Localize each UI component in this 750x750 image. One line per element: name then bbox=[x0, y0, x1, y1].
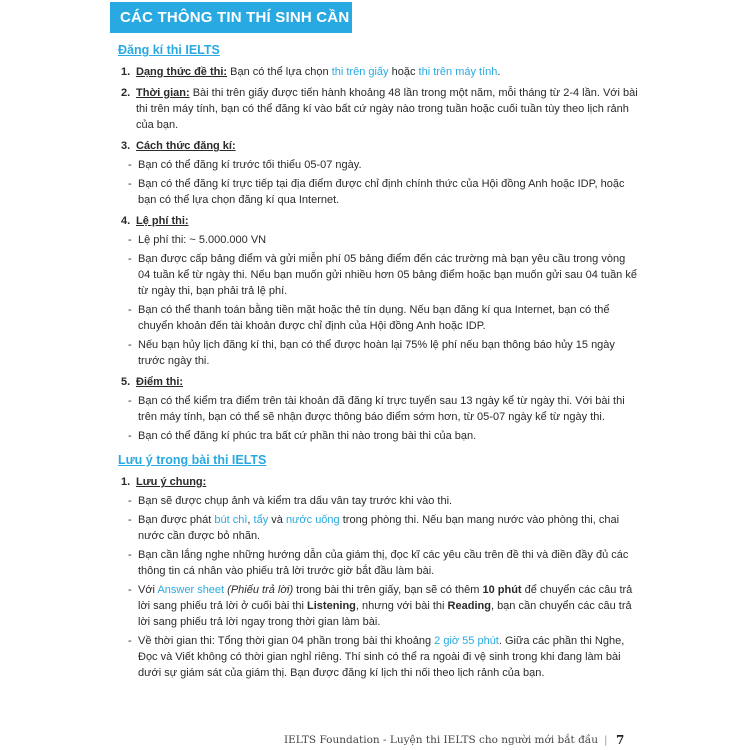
sub-item-text: trong bài thi trên giấy, bạn sẽ có thêm bbox=[293, 584, 483, 596]
sub-item: - Về thời gian thi: Tổng thời gian 04 phần trong bài thi khoảng 2 giờ 55 phút. Giữa các phần thi Nghe, Đọc và Viết không có thời gian nghỉ riêng. Thí sinh có thể ra ngoài đi vệ sinh trong khi đang làm bài dưới sự giám sát của giám thị. Bạn được đăng kí lịch thi nối theo lịch rảnh của bạn. bbox=[128, 635, 625, 679]
item-heading: Dạng thức đề thi: bbox=[136, 66, 228, 78]
item-number: 5. bbox=[121, 376, 131, 388]
sub-item-text: , bbox=[247, 514, 254, 526]
highlight-duration: 2 giờ 55 phút bbox=[434, 635, 499, 647]
sub-item-text: , bạn cần chuyển các câu trả lời sang phiếu trả lời ngay trong thời gian làm bài. bbox=[138, 600, 632, 628]
sub-item-text: và bbox=[268, 514, 286, 526]
highlight-pencil: bút chì bbox=[214, 514, 248, 526]
item-heading: Lưu ý chung: bbox=[136, 476, 207, 488]
bold-text: Reading bbox=[447, 600, 491, 612]
list-item bbox=[118, 85, 638, 133]
sub-item-text: Bạn có thể đăng kí trực tiếp tại địa điểm được chỉ định chính thức của Hội đồng Anh hoặc IDP, hoặc bạn có thể lựa chọn đăng kí qua Internet. bbox=[138, 178, 625, 206]
highlight-answer-sheet: Answer sheet bbox=[157, 584, 225, 596]
highlight-water: nước uống bbox=[285, 514, 340, 526]
sub-item-text: Với bbox=[138, 584, 158, 596]
item-text: hoặc bbox=[388, 66, 419, 78]
sub-item-text: Về thời gian thi: Tổng thời gian 04 phần trong bài thi khoảng bbox=[138, 635, 435, 647]
item-heading: Thời gian: bbox=[136, 87, 190, 99]
list-item bbox=[118, 474, 638, 490]
highlight-computer-test: thi trên máy tính bbox=[418, 66, 498, 78]
italic-text: (Phiếu trả lời) bbox=[227, 584, 294, 596]
sub-item: - Bạn có thể đăng kí trực tiếp tại địa điểm được chỉ định chính thức của Hội đồng Anh hoặc IDP, hoặc bạn có thể lựa chọn đăng kí qua Internet. bbox=[128, 178, 625, 206]
sub-item-text: Bạn có thể thanh toán bằng tiền mặt hoặc thẻ tín dụng. Nếu bạn đăng kí qua Internet, bạn có thể chuyển khoản đến tài khoản được chỉ định của Hội đồng Anh hoặc IDP. bbox=[138, 304, 610, 332]
sub-item: - Nếu bạn hủy lịch đăng kí thi, bạn có thể được hoàn lại 75% lệ phí nếu bạn thông báo hủy 15 ngày trước ngày thi. bbox=[128, 339, 615, 367]
list-item bbox=[118, 64, 638, 80]
sub-item: - Bạn có thể thanh toán bằng tiền mặt hoặc thẻ tín dụng. Nếu bạn đăng kí qua Internet, bạn có thể chuyển khoản đến tài khoản được chỉ định của Hội đồng Anh hoặc IDP. bbox=[128, 304, 610, 332]
sub-item-text: Nếu bạn hủy lịch đăng kí thi, bạn có thể được hoàn lại 75% lệ phí nếu bạn thông báo hủy 15 ngày trước ngày thi. bbox=[138, 339, 615, 367]
highlight-paper-test: thi trên giấy bbox=[331, 66, 389, 78]
list-item bbox=[118, 213, 638, 229]
sub-item: - Bạn cần lắng nghe những hướng dẫn của giám thị, đọc kĩ các yêu cầu trên đề thi và điền đầy đủ các thông tin cá nhân vào phiếu trả lời trước giờ bắt đầu làm bài. bbox=[128, 549, 629, 577]
sub-item-text: , nhưng với bài thi bbox=[355, 600, 448, 612]
item-number: 1. bbox=[121, 476, 131, 488]
sub-item-text: Bạn có thể kiểm tra điểm trên tài khoản đã đăng kí trực tuyến sau 13 ngày kể từ ngày thi. Với bài thi trên máy tính, bạn có thể sẽ nhận được thông báo điểm sớm hơn, từ 05-07 ngày kể từ ngày thi. bbox=[138, 395, 625, 423]
section-title-exam-notes: Lưu ý trong bài thi IELTS bbox=[118, 453, 267, 467]
page-footer bbox=[0, 732, 750, 750]
sub-item-text: Bạn cần lắng nghe những hướng dẫn của giám thị, đọc kĩ các yêu cầu trên đề thi và điền đầy đủ các thông tin cá nhân vào phiếu trả lời trước giờ bắt đầu làm bài. bbox=[138, 549, 629, 577]
item-number: 3. bbox=[121, 140, 131, 152]
item-heading: Lệ phí thi: bbox=[136, 215, 189, 227]
sub-item: - Bạn có thể đăng kí phúc tra bất cứ phần thi nào trong bài thi của bạn. bbox=[128, 430, 477, 442]
item-heading: Điểm thi: bbox=[136, 376, 184, 388]
bold-text: 10 phút bbox=[482, 584, 522, 596]
item-number: 1. bbox=[121, 66, 131, 78]
sub-item: - Với Answer sheet (Phiếu trả lời) trong bài thi trên giấy, bạn sẽ có thêm 10 phút để chuyển các câu trả lời sang phiếu trả lời ở cuối bài thi Listening, nhưng với bài thi Reading, bạn cần chuyển các câu trả lời sang phiếu trả lời ngay trong thời gian làm bài. bbox=[128, 584, 633, 628]
footer-separator: | bbox=[604, 734, 608, 746]
page-banner: CÁC THÔNG TIN THÍ SINH CẦN BIẾT bbox=[110, 2, 352, 33]
sub-item: - Bạn được phát bút chì, tẩy và nước uống trong phòng thi. Nếu bạn mang nước vào phòng thi, chai nước cần được bỏ nhãn. bbox=[128, 514, 620, 542]
sub-item-text: Bạn được cấp bảng điểm và gửi miễn phí 05 bảng điểm đến các trường mà bạn yêu cầu trong vòng 04 tuần kể từ ngày thi. Nếu bạn muốn gửi nhiều hơn 05 bảng điểm hoặc bạn muốn gửi sau 04 tuần kể từ ngày thi, bạn phải trả lệ phí. bbox=[138, 253, 637, 297]
sub-item: - Bạn có thể kiểm tra điểm trên tài khoản đã đăng kí trực tuyến sau 13 ngày kể từ ngày thi. Với bài thi trên máy tính, bạn có thể sẽ nhận được thông báo điểm sớm hơn, từ 05-07 ngày kể từ ngày thi. bbox=[128, 395, 625, 423]
section-title-registration: Đăng kí thi IELTS bbox=[118, 43, 220, 57]
page-number: 7 bbox=[616, 733, 625, 747]
sub-item: - Bạn được cấp bảng điểm và gửi miễn phí 05 bảng điểm đến các trường mà bạn yêu cầu trong vòng 04 tuần kể từ ngày thi. Nếu bạn muốn gửi nhiều hơn 05 bảng điểm hoặc bạn muốn gửi sau 04 tuần kể từ ngày thi, bạn phải trả lệ phí. bbox=[128, 253, 637, 297]
bold-text: Listening bbox=[307, 600, 356, 612]
item-number: 2. bbox=[121, 87, 131, 99]
sub-item: - Bạn sẽ được chụp ảnh và kiểm tra dấu vân tay trước khi vào thi. bbox=[128, 495, 453, 507]
sub-item-text: trong phòng thi. Nếu bạn mang nước vào phòng thi, chai nước cần được bỏ nhãn. bbox=[138, 514, 620, 542]
item-text: Bài thi trên giấy được tiến hành khoảng 48 lần trong một năm, mỗi tháng từ 2-4 lần. Với bài thi trên máy tính, bạn có thể đăng kí vào bất cứ ngày nào trong tuần hoặc cuối tuần tùy theo lịch rảnh của bạn. bbox=[136, 87, 638, 131]
sub-item-text: . Giữa các phần thi Nghe, Đọc và Viết không có thời gian nghỉ riêng. Thí sinh có thể ra ngoài đi vệ sinh trong khi đang làm bài dưới sự giám sát của giám thị. Bạn được đăng kí lịch thi nối theo lịch rảnh của bạn. bbox=[138, 635, 625, 679]
sub-item-text: Bạn sẽ được chụp ảnh và kiểm tra dấu vân tay trước khi vào thi. bbox=[138, 495, 453, 507]
list-item bbox=[118, 374, 638, 390]
sub-item-text: Bạn được phát bbox=[138, 514, 215, 526]
item-text: . bbox=[497, 66, 501, 78]
sub-item-text: Bạn có thể đăng kí trước tối thiểu 05-07 ngày. bbox=[138, 159, 362, 171]
sub-item: - Bạn có thể đăng kí trước tối thiểu 05-07 ngày. bbox=[128, 159, 362, 171]
page-content bbox=[118, 38, 638, 681]
item-number: 4. bbox=[121, 215, 131, 227]
highlight-eraser: tẩy bbox=[253, 514, 269, 526]
footer-text: IELTS Foundation - Luyện thi IELTS cho người mới bắt đầu bbox=[283, 734, 598, 746]
item-heading: Cách thức đăng kí: bbox=[136, 140, 236, 152]
sub-item-text: Bạn có thể đăng kí phúc tra bất cứ phần thi nào trong bài thi của bạn. bbox=[138, 430, 477, 442]
sub-item: - Lệ phí thi: ~ 5.000.000 VN bbox=[128, 234, 267, 246]
item-text: Bạn có thể lựa chọn bbox=[227, 66, 332, 78]
sub-item-text: để chuyển các câu trả lời sang phiếu trả lời ở cuối bài thi bbox=[138, 584, 633, 612]
list-item bbox=[118, 138, 638, 154]
sub-item-text: Lệ phí thi: ~ 5.000.000 VN bbox=[138, 234, 267, 246]
